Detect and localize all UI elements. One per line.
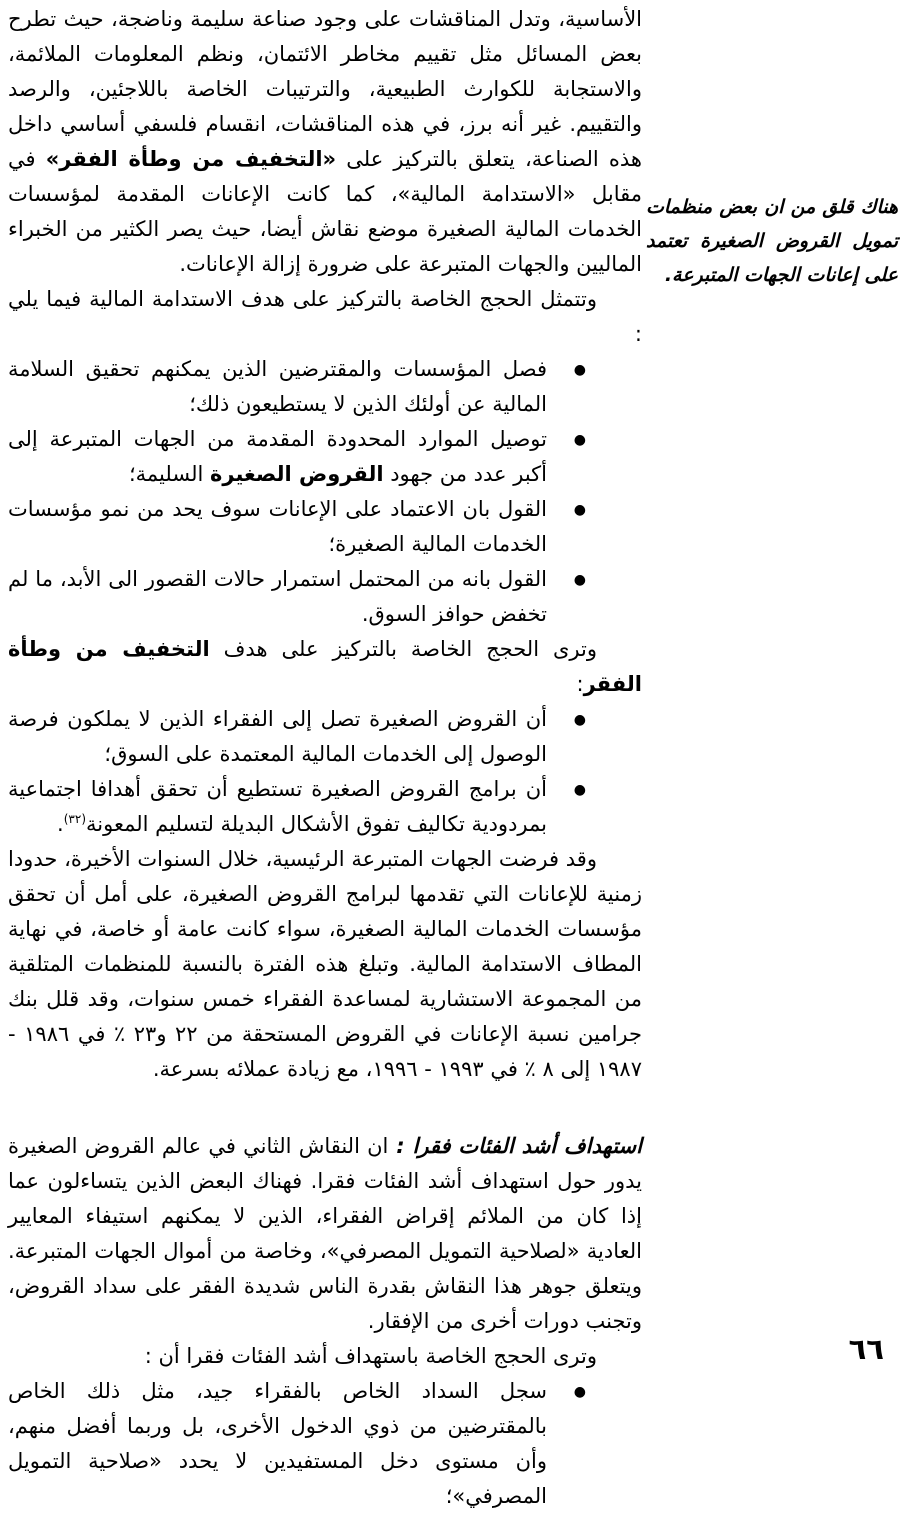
bullet-icon: ●	[573, 362, 586, 378]
bullet-item	[8, 492, 642, 562]
body-paragraph	[8, 842, 642, 1087]
text-run: :	[576, 672, 584, 696]
body-paragraph	[8, 282, 642, 352]
text-run: ان النقاش الثاني في عالم القروض الصغيرة يدور حول استهداف أشد الفئات فقرا. فهناك البعض الذين يتساءلون عما إذا كان من الملائم إقراض الفقراء، الذين لا يمكنهم استيفاء المعايير العادية «لصلاحية التمويل المصرفي»، وخاصة من أموال الجهات المتبرعة. ويتعلق جوهر هذا النقاش بقدرة الناس شديدة الفقر على سداد القروض، وتجنب دورات أخرى من الإفقار.	[8, 1134, 642, 1333]
text-run: «التخفيف من وطأة الفقر»	[45, 147, 337, 171]
bullet-item	[8, 702, 642, 772]
bullet-item	[8, 562, 642, 632]
text-run: استهداف أشد الفئات فقرا :	[388, 1134, 642, 1158]
bullet-item	[8, 352, 642, 422]
text-run: التخفيف من وطأة الفقر	[8, 637, 642, 696]
body-paragraph	[8, 1339, 642, 1374]
text-run: توصيل الموارد المحدودة المقدمة من الجهات المتبرعة إلى أكبر عدد من جهود	[8, 427, 547, 486]
text-run: القول بان الاعتماد على الإعانات سوف يحد من نمو مؤسسات الخدمات المالية الصغيرة؛	[8, 497, 547, 556]
text-run: وتتمثل الحجج الخاصة بالتركيز على هدف الاستدامة المالية فيما يلي :	[8, 287, 642, 346]
text-run: فصل المؤسسات والمقترضين الذين يمكنهم تحقيق السلامة المالية عن أولئك الذين لا يستطيعون ذلك؛	[8, 357, 547, 416]
bullet-icon: ●	[573, 572, 586, 588]
text-run: وترى الحجج الخاصة باستهداف أشد الفئات فقرا أن :	[144, 1344, 597, 1368]
text-run: القروض الصغيرة	[209, 462, 384, 486]
bullet-icon: ●	[573, 1384, 586, 1400]
bullet-icon: ●	[573, 782, 586, 798]
bullet-icon: ●	[573, 502, 586, 518]
body-paragraph	[8, 632, 642, 702]
text-run: السليمة؛	[128, 462, 210, 486]
text-run: في مقابل «الاستدامة المالية»، كما كانت الإعانات المقدمة لمؤسسات الخدمات المالية الصغيرة موضع نقاش أيضا، حيث يصر الكثير من الخبراء الماليين والجهات المتبرعة على ضرورة إزالة الإعانات.	[8, 147, 642, 276]
text-run: وترى الحجج الخاصة بالتركيز على هدف	[209, 637, 598, 661]
body-paragraph	[8, 2, 642, 282]
bullet-item	[8, 422, 642, 492]
text-run: سجل السداد الخاص بالفقراء جيد، مثل ذلك الخاص بالمقترضين من ذوي الدخول الأخرى، بل وربما أفضل منهم، وأن مستوى دخل المستفيدين لا يحدد «صلاحية التمويل المصرفي»؛	[8, 1379, 547, 1508]
bullet-item	[8, 772, 642, 842]
bullet-icon: ●	[573, 712, 586, 728]
bullet-item	[8, 1374, 642, 1514]
body-column	[8, 2, 642, 1514]
margin-note: هناك قلق من ان بعض منظمات تمويل القروض الصغيرة تعتمد على إعانات الجهات المتبرعة.	[646, 196, 898, 286]
footnote-ref: (٣٢)	[63, 812, 86, 826]
text-run: .	[57, 812, 64, 836]
text-run: أن برامج القروض الصغيرة تستطيع أن تحقق أهدافا اجتماعية بمردودية تكاليف تفوق الأشكال البديلة لتسليم المعونة	[8, 777, 547, 836]
text-run: القول بانه من المحتمل استمرار حالات القصور الى الأبد، ما لم تخفض حوافز السوق.	[8, 567, 547, 626]
bullet-icon: ●	[573, 432, 586, 448]
page-number: ٦٦	[848, 1332, 884, 1366]
section-paragraph	[8, 1129, 642, 1339]
text-run: أن القروض الصغيرة تصل إلى الفقراء الذين لا يملكون فرصة الوصول إلى الخدمات المالية المعتمدة على السوق؛	[8, 707, 547, 766]
text-run: وقد فرضت الجهات المتبرعة الرئيسية، خلال السنوات الأخيرة، حدودا زمنية للإعانات التي تقدمها لبرامج القروض الصغيرة، على أمل أن تحقق مؤسسات الخدمات المالية الصغيرة، سواء كانت عامة أو خاصة، في نهاية المطاف الاستدامة المالية. وتبلغ هذه الفترة بالنسبة للمنظمات المتلقية من المجموعة الاستشارية لمساعدة الفقراء خمس سنوات، وقد قلل بنك جرامين نسبة الإعانات في القروض المستحقة من ٢٢ و٢٣ ٪ في ١٩٨٦ - ١٩٨٧ إلى ٨ ٪ في ١٩٩٣ - ١٩٩٦، مع زيادة عملائه بسرعة.	[8, 847, 642, 1081]
text-run: الأساسية، وتدل المناقشات على وجود صناعة سليمة وناضجة، حيث تطرح بعض المسائل مثل تقييم مخاطر الائتمان، ونظم المعلومات الملائمة، والاستجابة للكوارث الطبيعية، والترتيبات الخاصة باللاجئين، والرصد والتقييم. غير أنه برز، في هذه المناقشات، انقسام فلسفي أساسي داخل هذه الصناعة، يتعلق بالتركيز على	[8, 7, 642, 171]
